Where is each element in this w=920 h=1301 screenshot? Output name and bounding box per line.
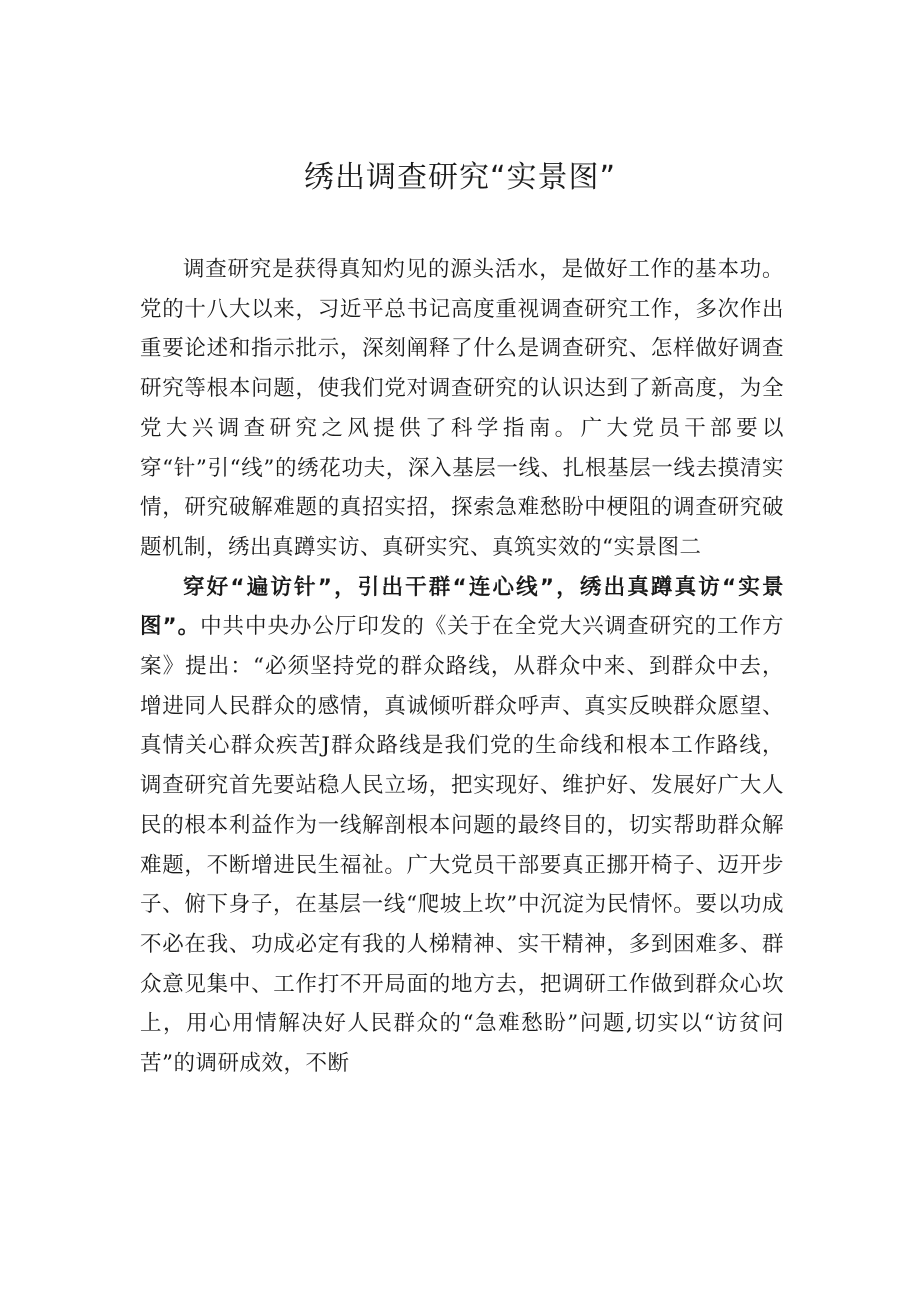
paragraph-intro-text: 调查研究是获得真知灼见的源头活水，是做好工作的基本功。党的十八大以来，习近平总书记高度重视调查研究工作，多次作出重要论述和指示批示，深刻阐释了什么是调查研究、怎样做好调查研究等根本问题，使我们党对调查研究的认识达到了新高度，为全党大兴调查研究之风提供了科学指南。广大党员干部要以穿“针”引“线”的绣花功夫，深入基层一线、扎根基层一线去摸清实情，研究破解难题的真招实招，探索急难愁盼中梗阻的调查研究破题机制，绣出真蹲实访、真研实究、真筑实效的“实景图二 [140, 257, 784, 560]
document-body [140, 250, 784, 1084]
paragraph-section-one-heading: 穿好“遍访针”，引出干群“连心线”，绣出真蹲真访“实景图”。 [140, 574, 784, 640]
paragraph-intro [140, 250, 784, 568]
paragraph-section-one-text: 中共中央办公厅印发的《关于在全党大兴调查研究的工作方案》提出：“必须坚持党的群众路线，从群众中来、到群众中去，增进同人民群众的感情，真诚倾听群众呼声、真实反映群众愿望、真情关心群众疾苦J群众路线是我们党的生命线和根本工作路线，调查研究首先要站稳人民立场，把实现好、维护好、发展好广大人民的根本利益作为一线解剖根本问题的最终目的，切实帮助群众解难题，不断增进民生福祉。广大党员干部要真正挪开椅子、迈开步子、俯下身子，在基层一线“爬坡上坎”中沉淀为民情怀。要以功成不必在我、功成必定有我的人梯精神、实干精神，多到困难多、群众意见集中、工作打不开局面的地方去，把调研工作做到群众心坎上，用心用情解决好人民群众的“急难愁盼”问题,切实以“访贫问苦”的调研成效，不断 [140, 614, 784, 1077]
document-title: 绣出调查研究“实景图” [303, 160, 617, 195]
paragraph-section-one [140, 568, 784, 1084]
